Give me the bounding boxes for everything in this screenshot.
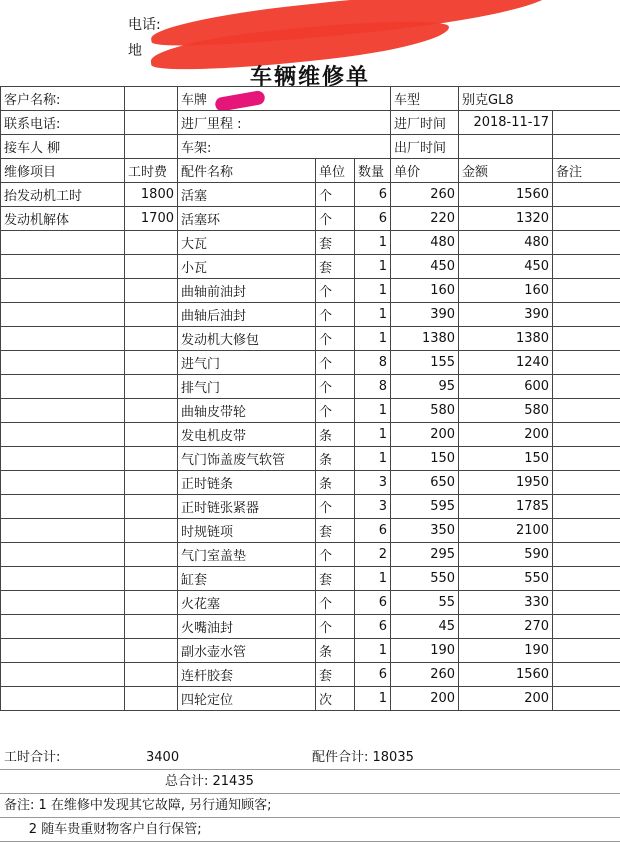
repair-item <box>1 567 125 591</box>
amount: 1320 <box>459 207 553 231</box>
table-row <box>1 423 620 447</box>
part-name: 气门室盖垫 <box>178 543 316 567</box>
part-name: 气门饰盖废气软管 <box>178 447 316 471</box>
table-row <box>1 231 620 255</box>
part-name: 活塞环 <box>178 207 316 231</box>
amount: 330 <box>459 591 553 615</box>
note-line-1: 备注: 1 在维修中发现其它故障, 另行通知顾客; <box>0 794 620 818</box>
labor-total-value: 3400 <box>146 746 179 770</box>
amount: 590 <box>459 543 553 567</box>
shop-header <box>0 0 620 86</box>
labor-fee <box>125 543 178 567</box>
repair-item <box>1 663 125 687</box>
price: 550 <box>391 567 459 591</box>
price: 595 <box>391 495 459 519</box>
labor-fee <box>125 663 178 687</box>
repair-table <box>0 86 620 711</box>
qty: 1 <box>355 231 391 255</box>
remark <box>553 399 620 423</box>
price: 95 <box>391 375 459 399</box>
address-label: 地 <box>128 40 142 60</box>
part-name: 发动机大修包 <box>178 327 316 351</box>
amount: 2100 <box>459 519 553 543</box>
remark <box>553 375 620 399</box>
repair-item <box>1 471 125 495</box>
table-row <box>1 615 620 639</box>
frame-label: 车架: <box>178 135 391 159</box>
repair-item <box>1 639 125 663</box>
out-time-label: 出厂时间 <box>391 135 459 159</box>
qty: 6 <box>355 519 391 543</box>
repair-item <box>1 255 125 279</box>
remark <box>553 591 620 615</box>
unit: 条 <box>316 423 355 447</box>
remark <box>553 471 620 495</box>
table-row <box>1 567 620 591</box>
labor-fee <box>125 519 178 543</box>
part-name: 正时链条 <box>178 471 316 495</box>
amount: 1950 <box>459 471 553 495</box>
unit: 套 <box>316 255 355 279</box>
remark <box>553 303 620 327</box>
unit: 个 <box>316 615 355 639</box>
unit: 套 <box>316 663 355 687</box>
repair-item <box>1 615 125 639</box>
part-name: 副水壶水管 <box>178 639 316 663</box>
amount: 450 <box>459 255 553 279</box>
amount: 270 <box>459 615 553 639</box>
repair-item <box>1 399 125 423</box>
amount: 1380 <box>459 327 553 351</box>
contact-label: 联系电话: <box>1 111 125 135</box>
unit: 个 <box>316 183 355 207</box>
plate-label: 车牌 <box>181 93 207 108</box>
repair-item <box>1 495 125 519</box>
model-value: 别克GL8 <box>459 87 620 111</box>
price: 580 <box>391 399 459 423</box>
customer-value <box>125 87 178 111</box>
table-row <box>1 207 620 231</box>
price: 155 <box>391 351 459 375</box>
labor-fee <box>125 447 178 471</box>
amount: 200 <box>459 423 553 447</box>
info-row-contact <box>1 111 620 135</box>
amount: 160 <box>459 279 553 303</box>
labor-fee <box>125 303 178 327</box>
repair-item <box>1 543 125 567</box>
amount: 1560 <box>459 663 553 687</box>
part-name: 缸套 <box>178 567 316 591</box>
remark <box>553 351 620 375</box>
price: 200 <box>391 687 459 711</box>
repair-item <box>1 231 125 255</box>
price: 220 <box>391 207 459 231</box>
labor-fee <box>125 255 178 279</box>
totals-section <box>0 746 620 842</box>
remark <box>553 183 620 207</box>
remark <box>553 447 620 471</box>
redaction-mark <box>214 89 266 110</box>
labor-fee <box>125 351 178 375</box>
labor-fee <box>125 279 178 303</box>
table-row <box>1 663 620 687</box>
price: 450 <box>391 255 459 279</box>
unit: 套 <box>316 567 355 591</box>
remark <box>553 423 620 447</box>
qty: 1 <box>355 567 391 591</box>
part-name: 时规链项 <box>178 519 316 543</box>
price: 150 <box>391 447 459 471</box>
labor-fee <box>125 423 178 447</box>
document-title: 车辆维修单 <box>0 60 620 91</box>
contact-value <box>125 111 178 135</box>
unit: 个 <box>316 351 355 375</box>
amount: 150 <box>459 447 553 471</box>
part-name: 曲轴皮带轮 <box>178 399 316 423</box>
part-name: 正时链张紧器 <box>178 495 316 519</box>
table-row <box>1 591 620 615</box>
amount: 550 <box>459 567 553 591</box>
table-row <box>1 303 620 327</box>
qty: 1 <box>355 447 391 471</box>
part-name: 小瓦 <box>178 255 316 279</box>
price: 160 <box>391 279 459 303</box>
amount: 1240 <box>459 351 553 375</box>
table-row <box>1 399 620 423</box>
amount: 1560 <box>459 183 553 207</box>
labor-fee: 1800 <box>125 183 178 207</box>
labor-fee <box>125 471 178 495</box>
unit: 个 <box>316 591 355 615</box>
table-row <box>1 519 620 543</box>
qty: 1 <box>355 639 391 663</box>
part-name: 大瓦 <box>178 231 316 255</box>
remark <box>553 255 620 279</box>
remark <box>553 231 620 255</box>
unit: 个 <box>316 375 355 399</box>
col-unit: 单位 <box>316 159 355 183</box>
price: 650 <box>391 471 459 495</box>
qty: 1 <box>355 279 391 303</box>
unit: 条 <box>316 471 355 495</box>
price: 260 <box>391 183 459 207</box>
qty: 1 <box>355 399 391 423</box>
remark <box>553 639 620 663</box>
in-time-value: 2018-11-17 <box>459 111 553 135</box>
customer-label: 客户名称: <box>1 87 125 111</box>
part-name: 火花塞 <box>178 591 316 615</box>
labor-fee <box>125 591 178 615</box>
qty: 1 <box>355 423 391 447</box>
qty: 2 <box>355 543 391 567</box>
repair-item: 抬发动机工时 <box>1 183 125 207</box>
unit: 套 <box>316 231 355 255</box>
repair-item <box>1 351 125 375</box>
unit: 个 <box>316 207 355 231</box>
remark <box>553 687 620 711</box>
qty: 6 <box>355 663 391 687</box>
receiver-label: 接车人 柳 <box>1 135 125 159</box>
unit: 个 <box>316 279 355 303</box>
repair-item <box>1 327 125 351</box>
repair-item <box>1 303 125 327</box>
repair-item: 发动机解体 <box>1 207 125 231</box>
repair-item <box>1 447 125 471</box>
repair-item <box>1 279 125 303</box>
labor-total-label: 工时合计: <box>4 746 60 770</box>
col-remark: 备注 <box>553 159 620 183</box>
qty: 3 <box>355 471 391 495</box>
col-repair-item: 维修项目 <box>1 159 125 183</box>
labor-fee <box>125 567 178 591</box>
column-header-row <box>1 159 620 183</box>
table-row <box>1 351 620 375</box>
part-name: 活塞 <box>178 183 316 207</box>
table-row <box>1 471 620 495</box>
repair-item <box>1 591 125 615</box>
part-name: 四轮定位 <box>178 687 316 711</box>
price: 480 <box>391 231 459 255</box>
remark <box>553 207 620 231</box>
unit: 个 <box>316 543 355 567</box>
repair-item <box>1 375 125 399</box>
part-name: 进气门 <box>178 351 316 375</box>
plate-cell <box>178 87 391 111</box>
labor-fee <box>125 375 178 399</box>
amount: 480 <box>459 231 553 255</box>
remark <box>553 567 620 591</box>
price: 190 <box>391 639 459 663</box>
qty: 1 <box>355 255 391 279</box>
qty: 6 <box>355 615 391 639</box>
repair-item <box>1 423 125 447</box>
remark <box>553 543 620 567</box>
price: 45 <box>391 615 459 639</box>
price: 390 <box>391 303 459 327</box>
mileage-label: 进厂里程 : <box>178 111 391 135</box>
amount: 580 <box>459 399 553 423</box>
unit: 次 <box>316 687 355 711</box>
amount: 390 <box>459 303 553 327</box>
part-name: 曲轴前油封 <box>178 279 316 303</box>
phone-label: 电话: <box>128 14 161 34</box>
qty: 8 <box>355 351 391 375</box>
table-row <box>1 639 620 663</box>
table-row <box>1 543 620 567</box>
amount: 600 <box>459 375 553 399</box>
price: 295 <box>391 543 459 567</box>
labor-fee <box>125 495 178 519</box>
grand-total: 总合计: 21435 <box>165 770 254 794</box>
qty: 6 <box>355 207 391 231</box>
remark <box>553 495 620 519</box>
labor-fee <box>125 231 178 255</box>
info-row-receiver <box>1 135 620 159</box>
price: 200 <box>391 423 459 447</box>
totals-row <box>0 746 620 770</box>
table-row <box>1 687 620 711</box>
price: 260 <box>391 663 459 687</box>
remark <box>553 663 620 687</box>
price: 1380 <box>391 327 459 351</box>
labor-fee <box>125 687 178 711</box>
table-row <box>1 255 620 279</box>
price: 350 <box>391 519 459 543</box>
remark <box>553 327 620 351</box>
grand-total-row <box>0 770 620 794</box>
unit: 条 <box>316 447 355 471</box>
qty: 1 <box>355 303 391 327</box>
parts-total: 配件合计: 18035 <box>312 746 414 770</box>
unit: 个 <box>316 303 355 327</box>
amount: 190 <box>459 639 553 663</box>
col-amount: 金额 <box>459 159 553 183</box>
note-line-2: 2 随车贵重财物客户自行保管; <box>0 818 620 842</box>
labor-fee <box>125 615 178 639</box>
labor-fee <box>125 327 178 351</box>
table-row <box>1 447 620 471</box>
amount: 200 <box>459 687 553 711</box>
table-row <box>1 183 620 207</box>
table-row <box>1 495 620 519</box>
col-price: 单价 <box>391 159 459 183</box>
qty: 6 <box>355 183 391 207</box>
table-row <box>1 327 620 351</box>
remark <box>553 615 620 639</box>
col-labor-fee: 工时费 <box>125 159 178 183</box>
repair-item <box>1 687 125 711</box>
qty: 1 <box>355 687 391 711</box>
labor-fee: 1700 <box>125 207 178 231</box>
unit: 条 <box>316 639 355 663</box>
unit: 个 <box>316 327 355 351</box>
col-qty: 数量 <box>355 159 391 183</box>
labor-fee <box>125 399 178 423</box>
labor-fee <box>125 639 178 663</box>
info-row-customer <box>1 87 620 111</box>
table-row <box>1 375 620 399</box>
remark <box>553 279 620 303</box>
part-name: 连杆胶套 <box>178 663 316 687</box>
unit: 个 <box>316 399 355 423</box>
repair-item <box>1 519 125 543</box>
qty: 3 <box>355 495 391 519</box>
part-name: 排气门 <box>178 375 316 399</box>
part-name: 火嘴油封 <box>178 615 316 639</box>
part-name: 曲轴后油封 <box>178 303 316 327</box>
table-row <box>1 279 620 303</box>
remark <box>553 519 620 543</box>
qty: 8 <box>355 375 391 399</box>
model-label: 车型 <box>391 87 459 111</box>
col-part-name: 配件名称 <box>178 159 316 183</box>
unit: 套 <box>316 519 355 543</box>
qty: 6 <box>355 591 391 615</box>
in-time-label: 进厂时间 <box>391 111 459 135</box>
price: 55 <box>391 591 459 615</box>
amount: 1785 <box>459 495 553 519</box>
qty: 1 <box>355 327 391 351</box>
part-name: 发电机皮带 <box>178 423 316 447</box>
unit: 个 <box>316 495 355 519</box>
